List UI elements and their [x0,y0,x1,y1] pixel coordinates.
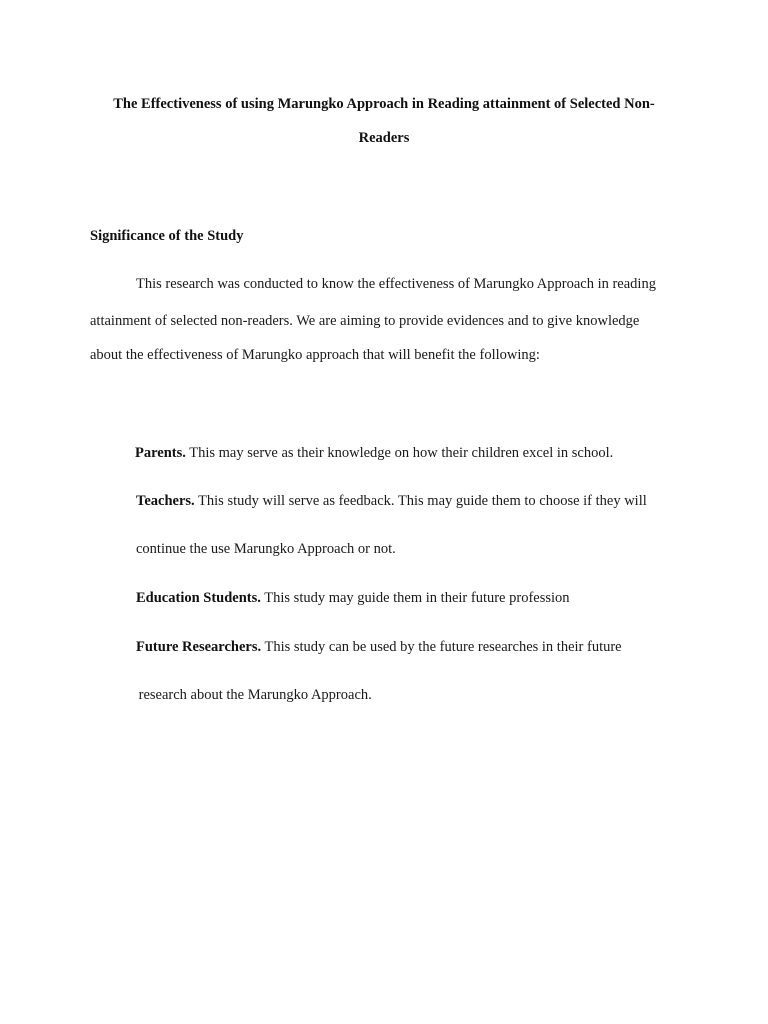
beneficiary-future-researchers-cont: research about the Marungko Approach. [135,687,372,703]
beneficiary-label: Education Students. [136,590,261,606]
section-heading-text: Significance of the Study [90,228,244,244]
beneficiary-text: This study will serve as feedback. This may guide them to choose if they will [194,493,647,509]
title-line-2: Readers [358,130,410,146]
beneficiary-teachers-cont: continue the use Marungko Approach or not. [136,541,396,557]
beneficiary-label: Future Researchers. [136,639,262,655]
beneficiary-label: Parents. [135,445,186,461]
beneficiary-text: This study can be used by the future researches in their future [261,639,622,655]
document-title [0,94,768,114]
document-title-cont [0,128,768,148]
intro-line-2: attainment of selected non-readers. We are aiming to provide evidences and to give knowledge [90,313,640,329]
beneficiary-parents [135,443,613,463]
beneficiary-future-researchers [136,637,622,657]
beneficiary-education-students [136,588,570,608]
beneficiary-label: Teachers. [136,493,195,509]
beneficiary-text: This study may guide them in their future profession [260,590,570,606]
section-heading [90,226,243,246]
beneficiary-text: This may serve as their knowledge on how their children excel in school. [185,445,614,461]
beneficiary-teachers [136,491,647,511]
title-line-1: The Effectiveness of using Marungko Approach in Reading attainment of Selected Non- [113,96,655,112]
intro-line-1: This research was conducted to know the effectiveness of Marungko Approach in reading [136,276,656,292]
intro-line-3: about the effectiveness of Marungko approach that will benefit the following: [90,347,540,363]
